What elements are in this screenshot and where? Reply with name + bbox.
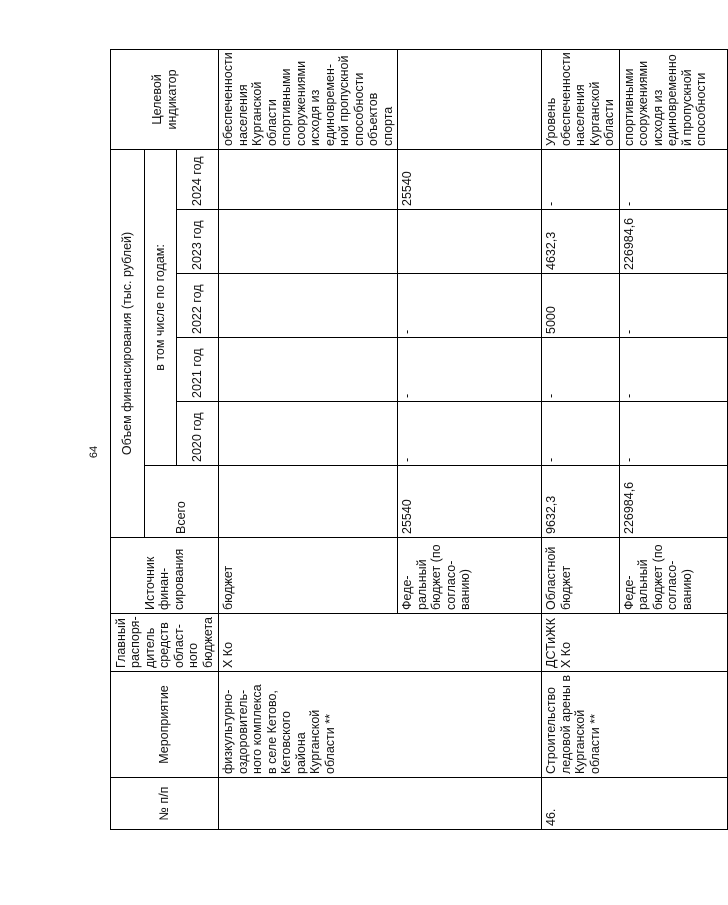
row-y2023: 4632,3: [542, 210, 620, 274]
row-y2022: 5000: [542, 274, 620, 338]
header-year-2024: 2024 год: [177, 149, 219, 209]
header-measure: Мероприятие: [111, 672, 219, 778]
row-y2023: 226984,6: [619, 210, 727, 274]
header-manager: Главный распоря-дитель средств област-ного бюджета: [111, 614, 219, 672]
row-y2020: -: [398, 402, 542, 466]
row-y2023: [398, 210, 542, 274]
row-y2024: -: [619, 149, 727, 209]
header-source: Источник финан-сирования: [111, 538, 219, 614]
row-y2021: -: [619, 338, 727, 402]
header-total: Всего: [145, 466, 219, 538]
financing-table: [110, 49, 728, 830]
header-indicator: Целевой индикатор: [111, 49, 219, 149]
row-total: 9632,3: [542, 466, 620, 538]
row-source: Феде-ральный бюджет (по согласо-ванию): [619, 538, 727, 614]
table-row: [219, 49, 398, 829]
row-source: Феде-ральный бюджет (по согласо-ванию): [398, 538, 542, 614]
row-indicator: обеспеченности населения Курганской области спортивными сооружениями исходя из единовремен-ной пропускной способности объектов спорта: [219, 49, 398, 149]
row-y2022: -: [619, 274, 727, 338]
row-y2020: -: [542, 402, 620, 466]
row-measure: физкультурно-оздоровитель-ного комплекса в селе Кетово, Кетовского района Курганской области **: [219, 672, 542, 778]
row-y2021: [219, 338, 398, 402]
row-y2021: -: [398, 338, 542, 402]
row-manager: Х Ко: [219, 614, 542, 672]
row-y2020: [219, 402, 398, 466]
row-y2022: -: [398, 274, 542, 338]
row-indicator: спортивными сооружениями исходя из единовременно й пропускной способности: [619, 49, 727, 149]
header-year-2023: 2023 год: [177, 210, 219, 274]
row-source: Областной бюджет: [542, 538, 620, 614]
row-measure: Строительство ледовой арены в Курганской области **: [542, 672, 728, 778]
header-year-2021: 2021 год: [177, 338, 219, 402]
row-y2021: -: [542, 338, 620, 402]
row-num: 46.: [542, 778, 728, 830]
row-y2022: [219, 274, 398, 338]
row-y2023: [219, 210, 398, 274]
row-total: 226984,6: [619, 466, 727, 538]
row-y2024: -: [542, 149, 620, 209]
table-row: [542, 49, 620, 829]
header-year-2022: 2022 год: [177, 274, 219, 338]
row-y2024: 25540: [398, 149, 542, 209]
row-y2020: -: [619, 402, 727, 466]
row-y2024: [219, 149, 398, 209]
row-indicator: [398, 49, 542, 149]
row-manager: ДСТиЖК Х Ко: [542, 614, 728, 672]
row-num: [219, 778, 542, 830]
header-year-2020: 2020 год: [177, 402, 219, 466]
row-indicator: Уровень обеспеченности населения Курганской области: [542, 49, 620, 149]
rotated-table-container: [110, 50, 708, 830]
header-volume: Объем финансирования (тыс. рублей): [111, 149, 145, 537]
header-num: № п/п: [111, 778, 219, 830]
page-number: 64: [88, 445, 100, 459]
header-by-years: в том числе по годам:: [145, 149, 177, 465]
row-total: [219, 466, 398, 538]
row-total: 25540: [398, 466, 542, 538]
row-source: бюджет: [219, 538, 398, 614]
